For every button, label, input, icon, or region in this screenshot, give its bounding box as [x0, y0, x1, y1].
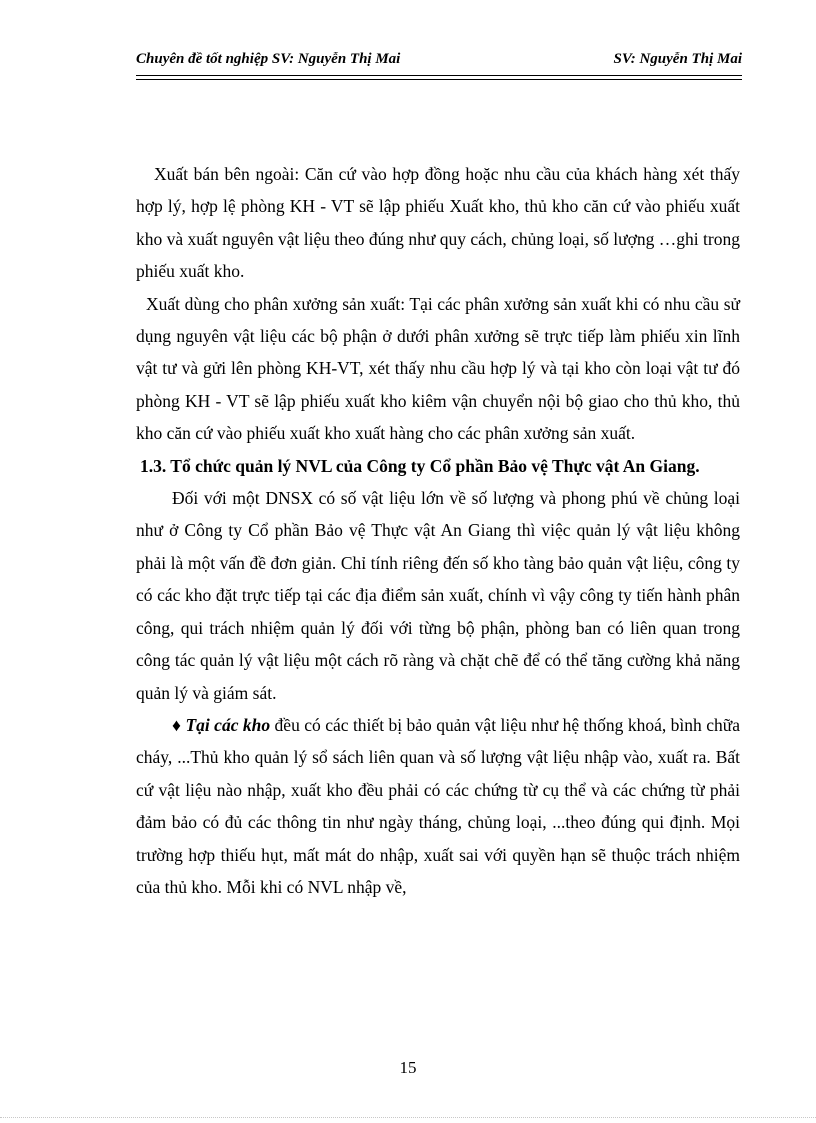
paragraph-xuat-ban: Xuất bán bên ngoài: Căn cứ vào hợp đồng hoặc nhu cầu của khách hàng xét thấy hợp lý, hợp lệ phòng KH - VT sẽ lập phiếu Xuất kho, thủ kho căn cứ vào phiếu xuất kho và xuất nguyên vật liệu theo đúng như quy cách, chủng loại, số lượng …ghi trong phiếu xuất kho. [136, 164, 740, 282]
page-number: 15 [399, 1058, 417, 1077]
diamond-bullet-icon: ♦ [172, 714, 181, 735]
header-right-text: SV: Nguyễn Thị Mai [613, 51, 742, 67]
header-rule-thin [136, 79, 742, 80]
paragraph-xuat-dung: Xuất dùng cho phân xưởng sản xuất: Tại các phân xưởng sản xuất khi có nhu cầu sử dụng nguyên vật liệu các bộ phận ở dưới phân xưởng sẽ trực tiếp làm phiếu xin lĩnh vật tư và gửi lên phòng KH-VT, xét thấy nhu cầu hợp lý và tại kho còn loại vật tư đó phòng KH - VT sẽ lập phiếu xuất kho kiêm vận chuyển nội bộ giao cho thủ kho, thủ kho căn cứ vào phiếu xuất kho xuất hàng cho các phân xưởng sản xuất. [136, 293, 740, 444]
section-heading: 1.3. Tổ chức quản lý NVL của Công ty Cổ phần Bảo vệ Thực vật An Giang. [140, 455, 700, 476]
paragraph-text: đều có các thiết bị bảo quản vật liệu như hệ thống khoá, bình chữa cháy, ...Thủ kho quản lý sổ sách liên quan và số lượng vật liệu nhập vào, xuất ra. Bất cứ vật liệu nào nhập, xuất kho đều phải có các chứng từ cụ thể và các chứng từ phải đảm bảo có đủ các thông tin như ngày tháng, chủng loại, ...theo đúng qui định. Mọi trường hợp thiếu hụt, mất mát do nhập, xuất sai với quyền hạn sẽ thuộc trách nhiệm của thủ kho. Mỗi khi có NVL nhập về, [136, 714, 740, 897]
paragraph-tai-cac-kho [136, 709, 740, 903]
header-left-text: Chuyên đề tốt nghiệp SV: Nguyễn Thị Mai [136, 51, 401, 67]
paragraph-doi-voi: Đối với một DNSX có số vật liệu lớn về số lượng và phong phú về chủng loại như ở Công ty Cổ phần Bảo vệ Thực vật An Giang thì việc quản lý vật liệu không phải là một vấn đề đơn giản. Chỉ tính riêng đến số kho tàng bảo quản vật liệu, công ty có các kho đặt trực tiếp tại các địa điểm sản xuất, chính vì vậy công ty tiến hành phân công, qui trách nhiệm quản lý đối với từng bộ phận, phòng ban có liên quan trong công tác quản lý vật liệu một cách rõ ràng và chặt chẽ để có thể tăng cường khả năng quản lý và giám sát. [136, 488, 740, 703]
header-rule-thick [136, 75, 742, 76]
footer-dotted-line [0, 1117, 816, 1118]
paragraph-lead: Tại các kho [185, 714, 271, 735]
page-header [136, 51, 742, 75]
page-body [136, 158, 740, 903]
